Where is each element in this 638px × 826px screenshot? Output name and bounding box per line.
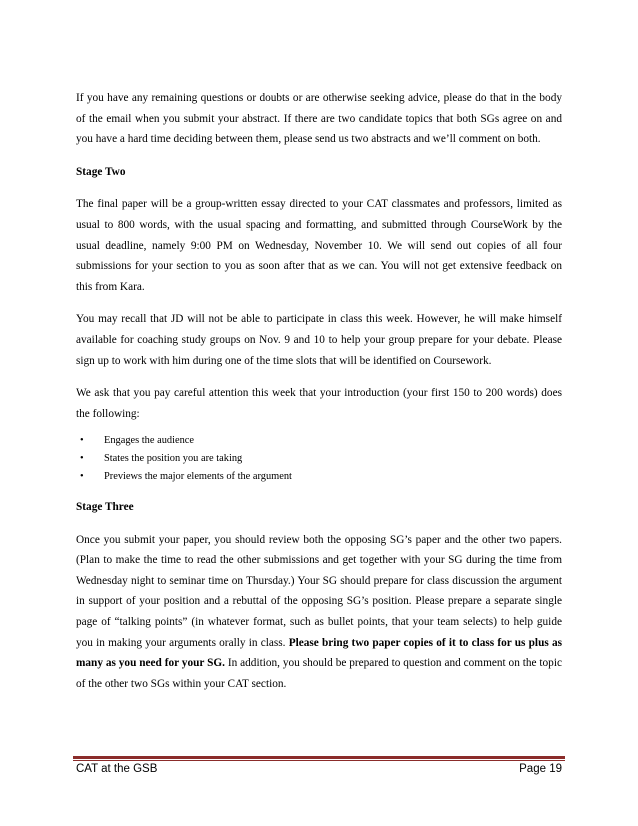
list-item	[76, 432, 562, 450]
footer-divider-thick	[73, 756, 565, 759]
bullet-icon: •	[80, 435, 84, 447]
list-item	[76, 468, 562, 486]
bullet-list	[76, 432, 562, 485]
paragraph-review-bold: Please bring two paper copies of it to class for us plus as many as you need for your SG.	[76, 636, 562, 670]
paragraph-jd-coaching: You may recall that JD will not be able to participate in class this week. However, he will make himself available for coaching study groups on Nov. 9 and 10 to help your group prepare for your debate. Please sign up to work with him during one of the time slots that will be identified on Coursework.	[76, 313, 562, 367]
footer-divider-thin	[73, 760, 565, 761]
list-item-text: Engages the audience	[104, 435, 195, 447]
document-body	[76, 88, 562, 706]
heading-stage-three: Stage Three	[76, 501, 134, 514]
page-footer	[76, 763, 562, 775]
footer-title: CAT at the GSB	[76, 763, 158, 775]
bullet-icon: •	[80, 452, 84, 464]
list-item-text: Previews the major elements of the argument	[104, 470, 292, 482]
paragraph-review	[76, 530, 562, 695]
heading-stage-two: Stage Two	[76, 165, 126, 178]
list-item	[76, 450, 562, 468]
paragraph-questions: If you have any remaining questions or doubts or are otherwise seeking advice, please do that in the body of the email when you submit your abstract. If there are two candidate topics that both SGs agree on and you have a hard time deciding between them, please send us two abstracts and we’ll comment on both.	[76, 92, 562, 146]
paragraph-introduction: We ask that you pay careful attention this week that your introduction (your first 150 to 200 words) does the following:	[76, 387, 562, 420]
paragraph-review-start: Once you submit your paper, you should review both the opposing SG’s paper and the other two papers. (Plan to make the time to read the other submissions and get together with your SG during the time from Wednesday night to seminar time on Thursday.) Your SG should prepare for class discussion the argument in support of your position and a rebuttal of the opposing SG’s position. Please prepare a separate single page of “talking points” (in whatever format, such as bullet points, that your team selects) to help guide you in making your arguments orally in class.	[76, 533, 562, 649]
paragraph-final-paper: The final paper will be a group-written essay directed to your CAT classmates and professors, limited as usual to 800 words, with the usual spacing and formatting, and submitted through CourseWork by the usual deadline, namely 9:00 PM on Wednesday, November 10. We will send out copies of all four submissions for your section to you as soon after that as we can. You will not get extensive feedback on this from Kara.	[76, 198, 562, 293]
bullet-icon: •	[80, 470, 84, 482]
paragraph-review-end: In addition, you should be prepared to question and comment on the topic of the other two SGs within your CAT section.	[76, 657, 562, 690]
list-item-text: States the position you are taking	[104, 452, 243, 464]
page-number: Page 19	[519, 763, 562, 775]
